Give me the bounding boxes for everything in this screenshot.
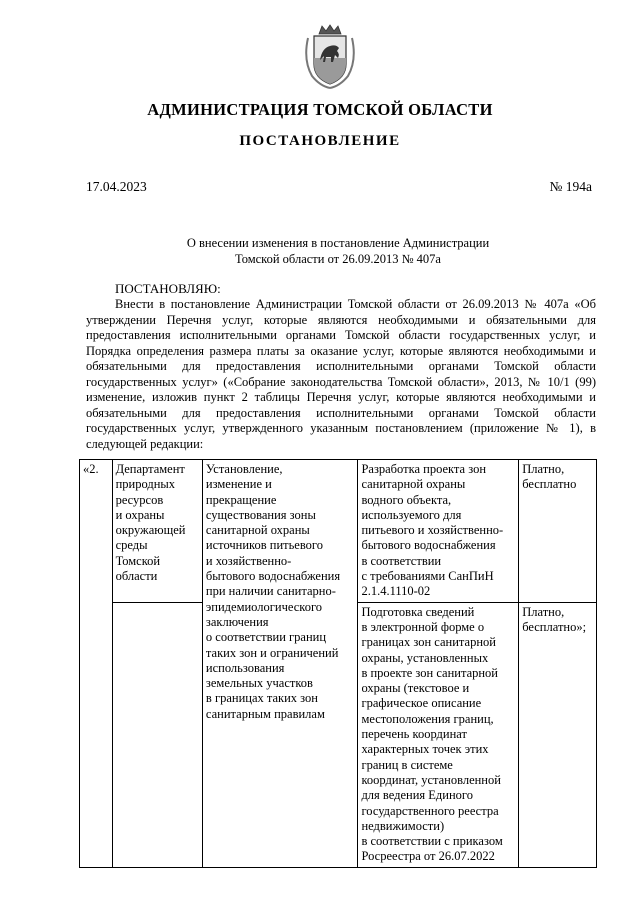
document-date: 17.04.2023	[86, 179, 147, 194]
department-cell-empty	[112, 602, 202, 867]
table-row	[80, 460, 597, 603]
decree-word: ПОСТАНОВЛЯЮ:	[115, 281, 221, 296]
payment-cell: Платно, бесплатно	[519, 460, 597, 603]
organization-name: АДМИНИСТРАЦИЯ ТОМСКОЙ ОБЛАСТИ	[147, 100, 493, 119]
body-paragraph: Внести в постановление Администрации Томской области от 26.09.2013 № 407а «Об утверждении Перечня услуг, которые являются необходимыми и обязательными для предоставления исполнительными органами Томской области государственных услуг, и Порядка определения размера платы за оказание услуг, которые являются необходимыми и обязательными для предоставления исполнительными органами Томской области государственных услуг» («Собрание законодательства Томской области», 2013, № 10/1 (99) изменение, изложив пункт 2 таблицы Перечня услуг, которые являются необходимыми и обязательными для предоставления исполнительными органами Томской области государственных услуг, утвержденного указанным постановлением (приложение № 1), в следующей редакции:	[86, 297, 596, 451]
state-service-cell: Установление, изменение и прекращение существования зоны санитарной охраны источников питьевого и хозяйственно- бытового водоснабжения при наличии санитарно- эпидемиологического заключения о соответствии границ таких зон и ограничений использования земельных участков в границах таких зон санитарным правилам	[202, 460, 358, 868]
subject-line-2: Томской области от 26.09.2013 № 407а	[235, 251, 441, 266]
document-number: № 194а	[549, 179, 592, 194]
payment-cell: Платно, бесплатно»;	[519, 602, 597, 867]
document-type: ПОСТАНОВЛЕНИЕ	[239, 133, 401, 149]
services-table	[79, 459, 597, 868]
required-service-cell: Подготовка сведений в электронной форме о границах зон санитарной охраны, установленных в проекте зон санитарной охраны (текстовое и графическое описание местоположения границ, перечень координат характерных точек этих границ в системе координат, установленной для ведения Единого государственного реестра недвижимости) в соответствии с приказом Росреестра от 26.07.2022	[358, 602, 519, 867]
coat-of-arms-icon	[302, 24, 358, 90]
subject-line-1: О внесении изменения в постановление Администрации	[186, 236, 490, 250]
document-subject	[0, 236, 640, 267]
department-cell: Департамент природных ресурсов и охраны окружающей среды Томской области	[112, 460, 202, 603]
item-number: «2.	[80, 460, 113, 868]
required-service-cell: Разработка проекта зон санитарной охраны водного объекта, используемого для питьевого и хозяйственно- бытового водоснабжения в соответствии с требованиями СанПиН 2.1.4.1110-02	[358, 460, 519, 603]
